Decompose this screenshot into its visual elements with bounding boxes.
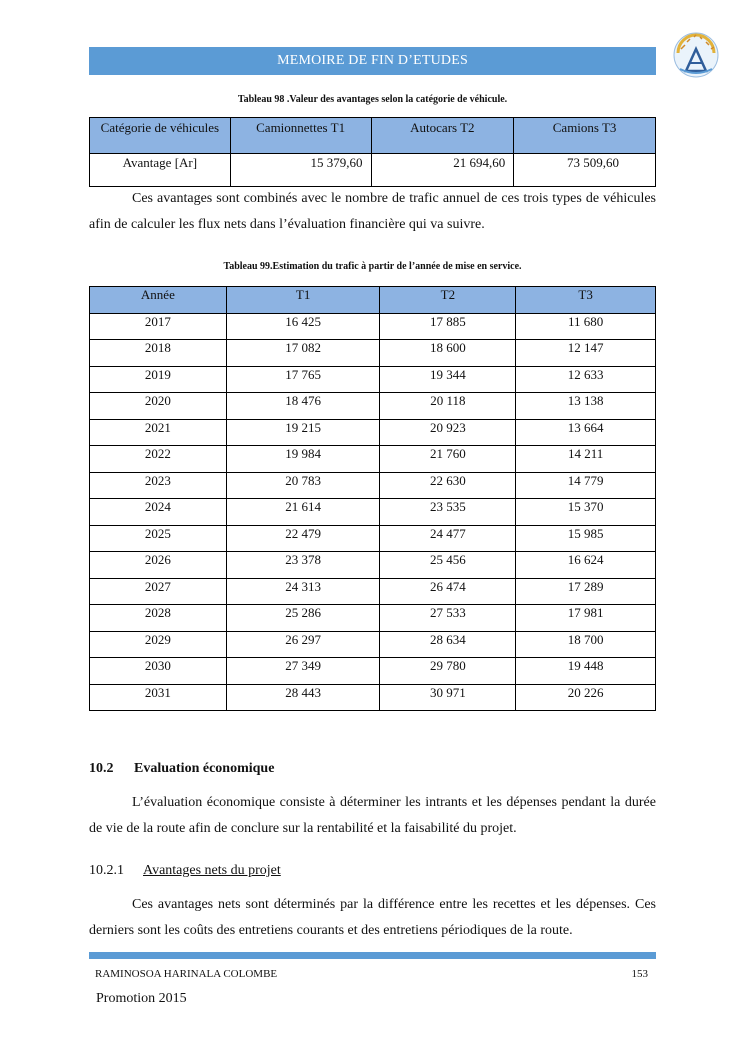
paragraph-net-advantages [89,892,656,944]
table-header-cell: Camions T3 [514,118,656,154]
traffic-cell: 19 215 [226,419,380,446]
traffic-cell: 17 765 [226,366,380,393]
year-cell: 2025 [90,525,227,552]
table-row [90,658,656,685]
traffic-cell: 19 984 [226,446,380,473]
traffic-cell: 16 624 [516,552,656,579]
traffic-cell: 20 118 [380,393,516,420]
footer-author: RAMINOSOA HARINALA COLOMBE [95,968,278,980]
traffic-cell: 27 349 [226,658,380,685]
traffic-cell: 26 474 [380,578,516,605]
traffic-cell: 17 082 [226,340,380,367]
traffic-cell: 28 634 [380,631,516,658]
page-number: 153 [631,968,648,980]
traffic-cell: 14 211 [516,446,656,473]
traffic-cell: 27 533 [380,605,516,632]
year-cell: 2027 [90,578,227,605]
year-cell: 2031 [90,684,227,711]
table-row [90,605,656,632]
section-title: Evaluation économique [134,761,275,776]
traffic-cell: 12 633 [516,366,656,393]
table-row [90,446,656,473]
page-header-title: MEMOIRE DE FIN D’ETUDES [89,47,656,75]
table-row [90,631,656,658]
traffic-cell: 24 313 [226,578,380,605]
table-row [90,578,656,605]
traffic-cell: 21 614 [226,499,380,526]
table-header-cell: Année [90,287,227,314]
table-header-row [90,287,656,314]
traffic-cell: 15 370 [516,499,656,526]
vehicle-advantage-table [89,117,656,187]
section-heading [89,761,274,777]
table-row [90,154,656,187]
table-row [90,525,656,552]
table-row [90,340,656,367]
section-number: 10.2 [89,761,114,776]
traffic-cell: 11 680 [516,313,656,340]
traffic-cell: 14 779 [516,472,656,499]
year-cell: 2017 [90,313,227,340]
year-cell: 2018 [90,340,227,367]
traffic-cell: 18 700 [516,631,656,658]
year-cell: 2028 [90,605,227,632]
year-cell: 2020 [90,393,227,420]
traffic-cell: 19 344 [380,366,516,393]
traffic-estimate-table [89,286,656,711]
table-row [90,419,656,446]
traffic-cell: 22 630 [380,472,516,499]
subsection-heading [89,863,281,879]
year-cell: 2029 [90,631,227,658]
traffic-cell: 19 448 [516,658,656,685]
table-row [90,499,656,526]
traffic-cell: 25 286 [226,605,380,632]
table-cell: 15 379,60 [230,154,371,187]
traffic-cell: 16 425 [226,313,380,340]
traffic-cell: 23 378 [226,552,380,579]
table-row [90,472,656,499]
table-header-row [90,118,656,154]
table-header-cell: T3 [516,287,656,314]
traffic-cell: 28 443 [226,684,380,711]
year-cell: 2021 [90,419,227,446]
footer-divider [89,952,656,959]
traffic-cell: 30 971 [380,684,516,711]
year-cell: 2024 [90,499,227,526]
traffic-cell: 13 138 [516,393,656,420]
table-cell: 73 509,60 [514,154,656,187]
table-header-cell: Catégorie de véhicules [90,118,231,154]
traffic-cell: 18 476 [226,393,380,420]
table-row [90,684,656,711]
table-header-cell: T2 [380,287,516,314]
traffic-cell: 20 783 [226,472,380,499]
paragraph-text: Ces avantages nets sont déterminés par la différence entre les recettes et les dépenses. Ces derniers sont les coûts des entretiens courants et des entretiens périodiques de la route. [89,897,656,938]
paragraph-text: Ces avantages sont combinés avec le nombre de trafic annuel de ces trois types de véhicules afin de calculer les flux nets dans l’évaluation financière qui va suivre. [89,191,656,232]
table-row [90,366,656,393]
traffic-cell: 24 477 [380,525,516,552]
paragraph-combined-advantages [89,186,656,238]
traffic-cell: 21 760 [380,446,516,473]
traffic-cell: 26 297 [226,631,380,658]
traffic-cell: 29 780 [380,658,516,685]
table-header-cell: Autocars T2 [371,118,514,154]
traffic-cell: 15 985 [516,525,656,552]
table-header-cell: Camionnettes T1 [230,118,371,154]
traffic-cell: 22 479 [226,525,380,552]
subsection-title: Avantages nets du projet [143,863,281,878]
table-cell: Avantage [Ar] [90,154,231,187]
traffic-cell: 23 535 [380,499,516,526]
traffic-cell: 25 456 [380,552,516,579]
traffic-cell: 17 981 [516,605,656,632]
table-row [90,393,656,420]
traffic-cell: 17 289 [516,578,656,605]
table-row [90,313,656,340]
traffic-cell: 17 885 [380,313,516,340]
school-logo-icon [672,31,720,79]
traffic-cell: 12 147 [516,340,656,367]
subsection-number: 10.2.1 [89,863,124,878]
traffic-cell: 20 923 [380,419,516,446]
year-cell: 2030 [90,658,227,685]
year-cell: 2019 [90,366,227,393]
table-body [90,313,656,711]
year-cell: 2022 [90,446,227,473]
traffic-cell: 18 600 [380,340,516,367]
table98-caption: Tableau 98 .Valeur des avantages selon la catégorie de véhicule. [237,94,508,105]
footer-promotion: Promotion 2015 [96,991,187,1006]
paragraph-economic-evaluation [89,790,656,842]
traffic-cell: 20 226 [516,684,656,711]
table-header-cell: T1 [226,287,380,314]
traffic-cell: 13 664 [516,419,656,446]
table99-caption: Tableau 99.Estimation du trafic à partir de l’année de mise en service. [223,261,522,272]
table-cell: 21 694,60 [371,154,514,187]
year-cell: 2026 [90,552,227,579]
year-cell: 2023 [90,472,227,499]
table-row [90,552,656,579]
paragraph-text: L’évaluation économique consiste à déterminer les intrants et les dépenses pendant la durée de vie de la route afin de conclure sur la rentabilité et la faisabilité du projet. [89,795,656,836]
